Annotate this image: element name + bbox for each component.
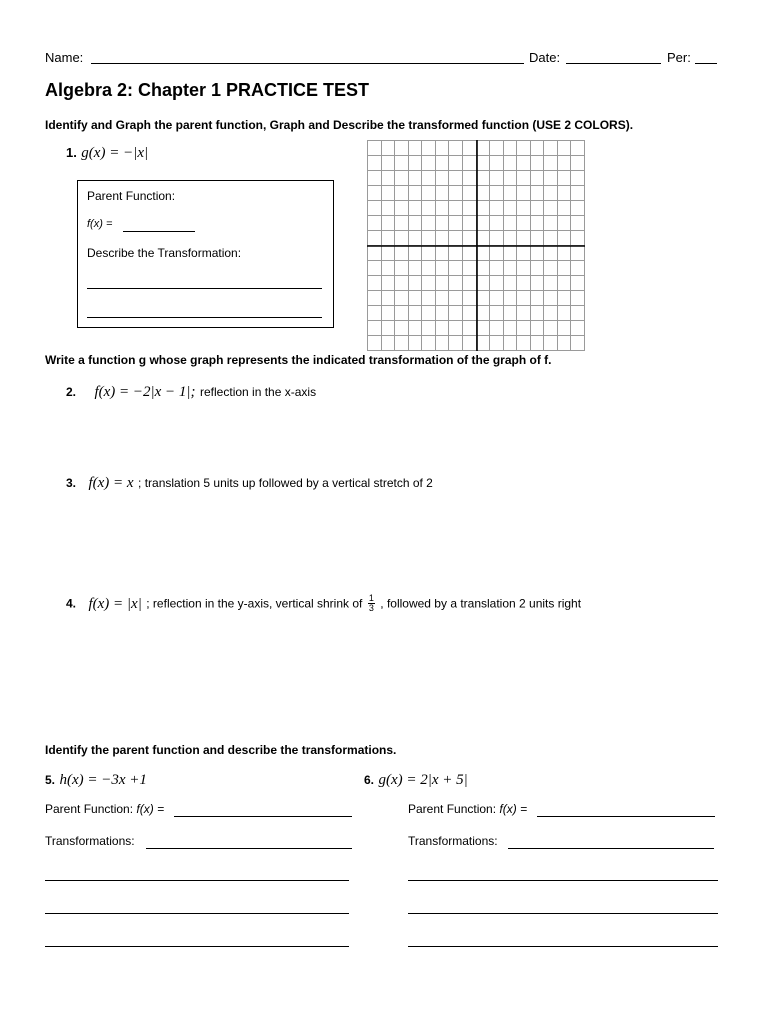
q5-transform-line-1[interactable]: [146, 848, 352, 849]
q6-parent-answer-line[interactable]: [537, 816, 715, 817]
page-title: Algebra 2: Chapter 1 PRACTICE TEST: [45, 80, 370, 100]
section1-instruction: Identify and Graph the parent function, Graph and Describe the transformed function (USE 2 COLORS).: [45, 118, 634, 132]
q5-fx-label: f(x) =: [136, 802, 165, 816]
q4-expression: f(x) = |x|: [88, 595, 142, 612]
describe-transformation-label: Describe the Transformation:: [87, 246, 242, 260]
q2-text: reflection in the x-axis: [200, 385, 317, 399]
q5-parent-answer-line[interactable]: [174, 816, 352, 817]
q1-expression: g(x) = −|x|: [81, 145, 149, 161]
q5-transform-line-2[interactable]: [45, 880, 349, 881]
describe-line-1[interactable]: [87, 288, 322, 289]
q5-transformations-label: Transformations:: [45, 834, 135, 848]
q3-expression: f(x) = x: [88, 475, 134, 491]
q6-transform-line-3[interactable]: [408, 913, 718, 914]
q6-transform-line-1[interactable]: [508, 848, 714, 849]
answer-box: [77, 180, 334, 328]
question-1: [66, 144, 148, 162]
q4-text-before: ; reflection in the y-axis, vertical shrink of: [146, 596, 363, 611]
q6-transformations-label: Transformations:: [408, 834, 498, 848]
q6-parent-text: Parent Function:: [408, 802, 497, 816]
q4-fraction-denominator: 3: [368, 603, 374, 613]
question-3: [66, 474, 433, 492]
q4-fraction: [368, 594, 375, 613]
q6-expression: g(x) = 2|x + 5|: [378, 772, 468, 788]
section2-instruction: [45, 353, 552, 367]
q4-fraction-numerator: 1: [368, 593, 374, 603]
q6-number: 6.: [364, 773, 375, 787]
q1-number: 1.: [66, 145, 77, 160]
date-field[interactable]: [566, 63, 661, 64]
question-4: [66, 594, 581, 613]
q5-expression: h(x) = −3x +1: [59, 772, 147, 788]
q5-parent-text: Parent Function:: [45, 802, 134, 816]
section2-instruction-text: Write a function g whose graph represents the indicated transformation of the graph of f.: [45, 353, 552, 367]
name-field[interactable]: [91, 63, 524, 64]
question-6: [364, 771, 468, 789]
coordinate-grid[interactable]: [367, 140, 585, 351]
q6-transform-line-2[interactable]: [408, 880, 718, 881]
q3-number: 3.: [66, 476, 77, 490]
section3-instruction: Identify the parent function and describe the transformations.: [45, 743, 397, 757]
q5-parent-label: [45, 802, 164, 816]
q6-transform-line-4[interactable]: [408, 946, 718, 947]
question-2: [66, 383, 316, 401]
describe-line-2[interactable]: [87, 317, 322, 318]
date-label: Date:: [529, 50, 561, 65]
fx-label: f(x) =: [87, 218, 113, 230]
q5-transform-line-3[interactable]: [45, 913, 349, 914]
q5-number: 5.: [45, 773, 56, 787]
period-field[interactable]: [695, 63, 717, 64]
q6-fx-label: f(x) =: [499, 802, 528, 816]
q2-expression: f(x) = −2|x − 1|;: [94, 384, 196, 400]
period-label: Per:: [667, 50, 691, 65]
q6-parent-label: [408, 802, 527, 816]
question-5: [45, 771, 147, 789]
q3-text: ; translation 5 units up followed by a vertical stretch of 2: [138, 476, 433, 490]
parent-function-label: Parent Function:: [87, 189, 176, 203]
name-label: Name:: [45, 50, 84, 65]
q4-text-after: , followed by a translation 2 units right: [380, 596, 582, 611]
fx-answer-line[interactable]: [123, 231, 195, 232]
q2-number: 2.: [66, 385, 77, 399]
q4-number: 4.: [66, 596, 77, 611]
q5-transform-line-4[interactable]: [45, 946, 349, 947]
